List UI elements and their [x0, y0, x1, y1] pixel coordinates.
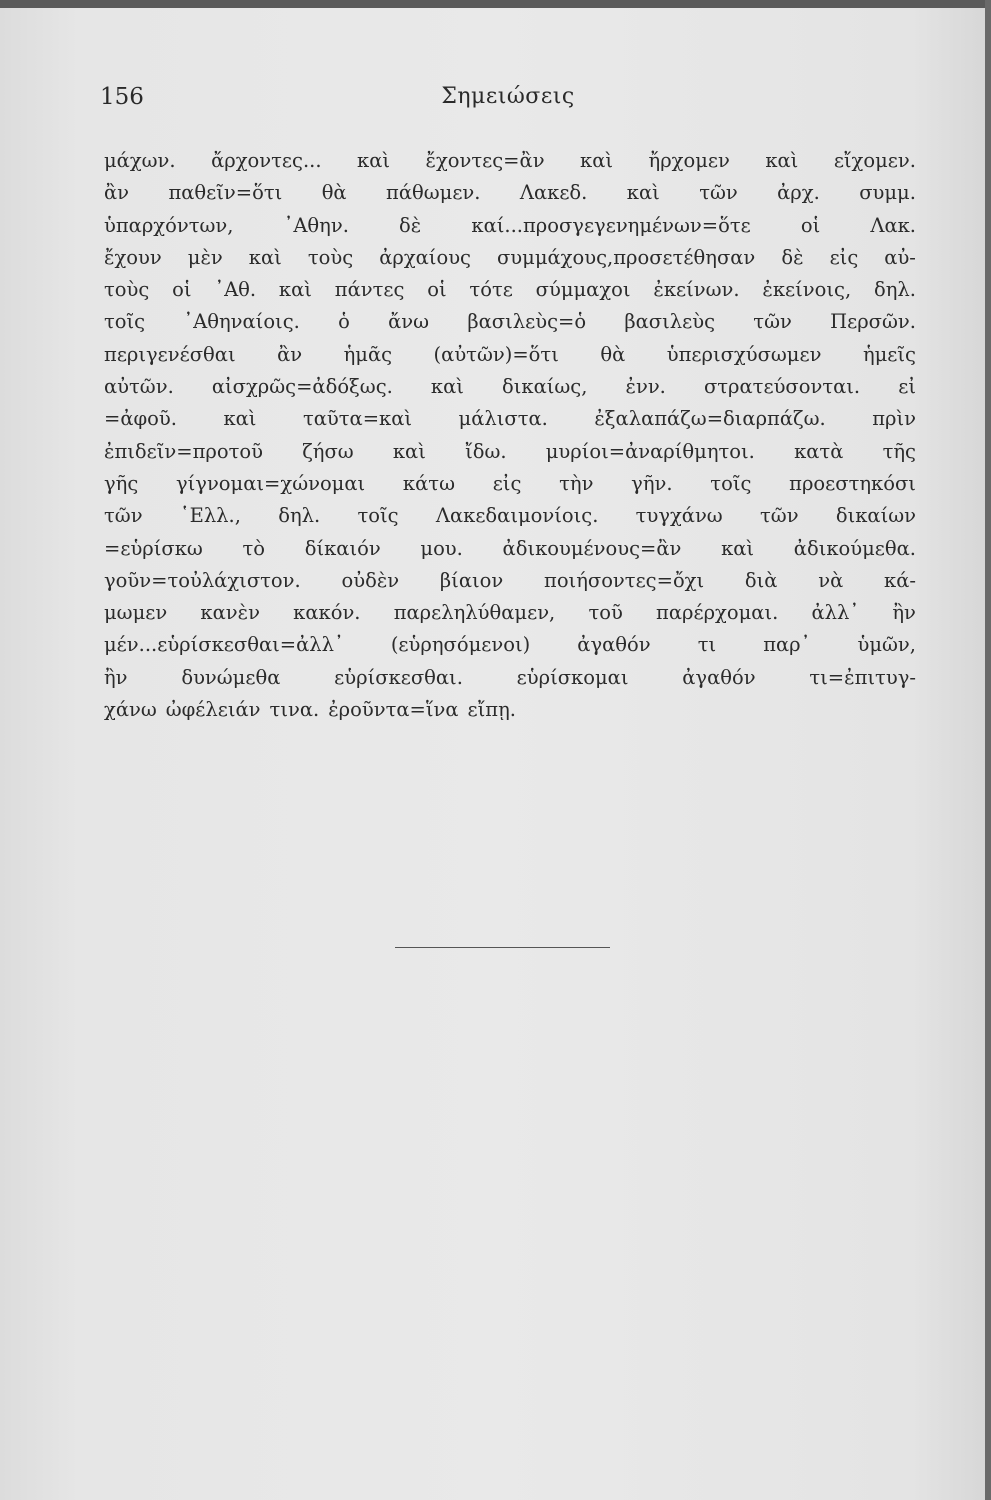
- word: πρὶν: [872, 407, 916, 431]
- text-line: [104, 436, 916, 468]
- word: καὶ: [721, 536, 755, 560]
- word: χάνω: [104, 698, 157, 722]
- word: καὶ: [392, 439, 426, 463]
- word: (αὐτῶν)=ὅτι: [433, 342, 559, 366]
- word: τῶν: [753, 310, 792, 334]
- word: ἀρχαίους: [379, 245, 471, 269]
- word: εὑρίσκεσθαι.: [334, 665, 463, 689]
- word: ἢν: [104, 665, 128, 689]
- text-line: [104, 210, 916, 242]
- word: ῾Ελλ.,: [179, 504, 241, 528]
- word: εἴπῃ.: [467, 698, 516, 722]
- word: γοῦν=τοὐλάχιστον.: [104, 568, 301, 592]
- word: δηλ.: [278, 504, 321, 528]
- word: εἰς: [492, 471, 522, 495]
- word: ἡμεῖς: [862, 342, 916, 366]
- word: παρεληλύθαμεν,: [393, 601, 556, 625]
- word: ἐπιδεῖν=προτοῦ: [104, 439, 264, 463]
- word: κάτω: [402, 471, 455, 495]
- word: ζήσω: [302, 439, 354, 463]
- word: ἄνω: [388, 310, 430, 334]
- word: δικαίων: [835, 504, 916, 528]
- text-line: [104, 306, 916, 338]
- word: τῶν: [760, 504, 799, 528]
- word: Περσῶν.: [830, 310, 916, 334]
- word: ἤρχομεν: [648, 149, 730, 172]
- word: μέν...εὑρίσκεσθαι=ἀλλ᾿: [104, 633, 344, 657]
- word: εἰ: [898, 375, 916, 399]
- word: ἡμᾶς: [343, 342, 393, 366]
- word: τοῖς: [710, 471, 752, 495]
- word: (εὑρησόμενοι): [390, 633, 531, 657]
- word: γῆς: [104, 471, 139, 495]
- word: μωμεν: [104, 601, 168, 625]
- text-line: [104, 662, 916, 694]
- word: Λακεδαιμονίοις.: [435, 504, 599, 528]
- text-line: [104, 500, 916, 532]
- word: συμμάχους,προσετέθησαν: [497, 245, 756, 269]
- word: κά-: [884, 568, 916, 592]
- word: τι=ἐπιτυγ-: [809, 665, 916, 689]
- word: τῶν: [699, 181, 738, 205]
- word: αὐ-: [884, 245, 916, 269]
- word: εἰς: [829, 245, 859, 269]
- word: ἴδω.: [465, 439, 507, 463]
- text-line: [104, 339, 916, 371]
- word: ᾿Αθηναίοις.: [183, 310, 300, 334]
- word: ταῦτα=καὶ: [302, 407, 413, 431]
- word: ἂν: [277, 342, 303, 366]
- word: μάχων.: [104, 149, 176, 172]
- page-right-edge: [985, 0, 991, 1500]
- text-line: [104, 242, 916, 274]
- word: βίαιον: [439, 568, 504, 592]
- word: =εὑρίσκω: [104, 536, 203, 560]
- word: τυγχάνω: [635, 504, 723, 528]
- word: προεστηκόσι: [789, 471, 916, 495]
- word: καί...προσγεγενημένων=ὅτε: [471, 213, 751, 237]
- word: ποιήσοντες=ὄχι: [544, 568, 705, 592]
- word: μὲν: [187, 245, 223, 269]
- word: στρατεύσονται.: [703, 375, 861, 399]
- text-line: [104, 403, 916, 435]
- text-line: [104, 533, 916, 565]
- word: παρ᾿: [763, 633, 811, 657]
- word: εὑρίσκομαι: [516, 665, 629, 689]
- word: ὑμῶν,: [857, 633, 916, 657]
- word: τοῦ: [588, 601, 623, 625]
- word: εἴχομεν.: [833, 149, 916, 172]
- end-rule: [395, 947, 610, 948]
- page-number: 156: [100, 84, 144, 110]
- word: τι: [697, 633, 717, 657]
- word: τῶν: [104, 504, 143, 528]
- text-line: [104, 629, 916, 661]
- word: τότε: [469, 278, 513, 302]
- word: αὐτῶν.: [104, 375, 174, 399]
- word: θὰ: [600, 342, 626, 366]
- word: παρέρχομαι.: [656, 601, 779, 625]
- word: καὶ: [278, 278, 312, 302]
- word: τὸ: [242, 536, 266, 560]
- word: ἐκείνοις,: [762, 278, 852, 302]
- word: ἐξαλαπάζω=διαρπάζω.: [594, 407, 826, 431]
- word: καὶ: [357, 149, 391, 172]
- word: ᾿Αθ.: [214, 278, 257, 302]
- word: τοῖς: [357, 504, 399, 528]
- word: μου.: [420, 536, 463, 560]
- word: καὶ: [223, 407, 257, 431]
- word: καὶ: [430, 375, 464, 399]
- word: δυνώμεθα: [181, 665, 281, 689]
- word: ἄρχοντες...: [211, 149, 322, 172]
- word: μυρίοι=ἀναρίθμητοι.: [545, 439, 755, 463]
- word: τῆς: [882, 439, 916, 463]
- text-line: [104, 565, 916, 597]
- word: ὑπερισχύσωμεν: [666, 342, 822, 366]
- word: τοὺς: [307, 245, 354, 269]
- word: καὶ: [580, 149, 614, 172]
- word: σύμμαχοι: [535, 278, 631, 302]
- word: κατὰ: [794, 439, 844, 463]
- word: βασιλεὺς=ὁ: [467, 310, 587, 334]
- word: ἐκείνων.: [653, 278, 740, 302]
- word: τοὺς: [104, 278, 150, 302]
- word: δικαίως,: [502, 375, 588, 399]
- word: βασιλεὺς: [624, 310, 715, 334]
- word: γῆν.: [631, 471, 673, 495]
- notes-text-block: [104, 145, 916, 726]
- word: καὶ: [626, 181, 660, 205]
- word: δὲ: [781, 245, 804, 269]
- word: γίγνομαι=χώνομαι: [176, 471, 366, 495]
- word: ἀλλ᾿: [811, 601, 860, 625]
- text-line: [104, 597, 916, 629]
- word: ἀρχ.: [777, 181, 820, 205]
- text-line: [104, 274, 916, 306]
- word: διὰ: [744, 568, 778, 592]
- word: Λακ.: [870, 213, 916, 237]
- page-top-edge: [0, 0, 991, 8]
- word: ἔχοντες=ἂν: [425, 149, 545, 172]
- word: ἐροῦντα=ἵνα: [328, 698, 459, 722]
- word: δὲ: [399, 213, 422, 237]
- word: οἱ: [427, 278, 447, 302]
- word: ἢν: [892, 601, 916, 625]
- word: κακόν.: [293, 601, 361, 625]
- word: ἀδικούμεθα.: [793, 536, 916, 560]
- word: =ἀφοῦ.: [104, 407, 177, 431]
- word: μάλιστα.: [458, 407, 548, 431]
- word: πάθωμεν.: [386, 181, 481, 205]
- word: δίκαιόν: [304, 536, 381, 560]
- word: οὐδὲν: [341, 568, 400, 592]
- word: θὰ: [321, 181, 347, 205]
- word: κανὲν: [200, 601, 260, 625]
- word: αἰσχρῶς=ἀδόξως.: [211, 375, 393, 399]
- word: οἱ: [172, 278, 192, 302]
- word: ἔχουν: [104, 245, 162, 269]
- page-header: [100, 84, 916, 124]
- word: ἀδικουμένους=ἂν: [502, 536, 682, 560]
- word: περιγενέσθαι: [104, 342, 236, 366]
- word: παθεῖν=ὅτι: [168, 181, 283, 205]
- word: δηλ.: [873, 278, 916, 302]
- word: πάντες: [334, 278, 405, 302]
- text-line: [104, 145, 916, 177]
- text-line: [104, 177, 916, 209]
- word: ᾿Αθην.: [283, 213, 349, 237]
- word: συμμ.: [859, 181, 916, 205]
- word: νὰ: [818, 568, 844, 592]
- word: οἱ: [800, 213, 821, 237]
- word: Λακεδ.: [519, 181, 588, 205]
- word: ἀγαθόν: [577, 633, 651, 657]
- word: καὶ: [765, 149, 799, 172]
- word: ἀγαθόν: [682, 665, 756, 689]
- running-title: Σημειώσεις: [441, 84, 575, 109]
- word: καὶ: [248, 245, 282, 269]
- text-line: [104, 468, 916, 500]
- word: ἂν: [104, 181, 130, 205]
- word: τὴν: [559, 471, 594, 495]
- word: ὁ: [338, 310, 350, 334]
- word: τινα.: [269, 698, 320, 722]
- word: ὑπαρχόντων,: [104, 213, 234, 237]
- word: τοῖς: [104, 310, 146, 334]
- text-line: [104, 371, 916, 403]
- word: ὠφέλειάν: [165, 698, 261, 722]
- word: ἐνν.: [625, 375, 666, 399]
- text-line: [104, 694, 916, 726]
